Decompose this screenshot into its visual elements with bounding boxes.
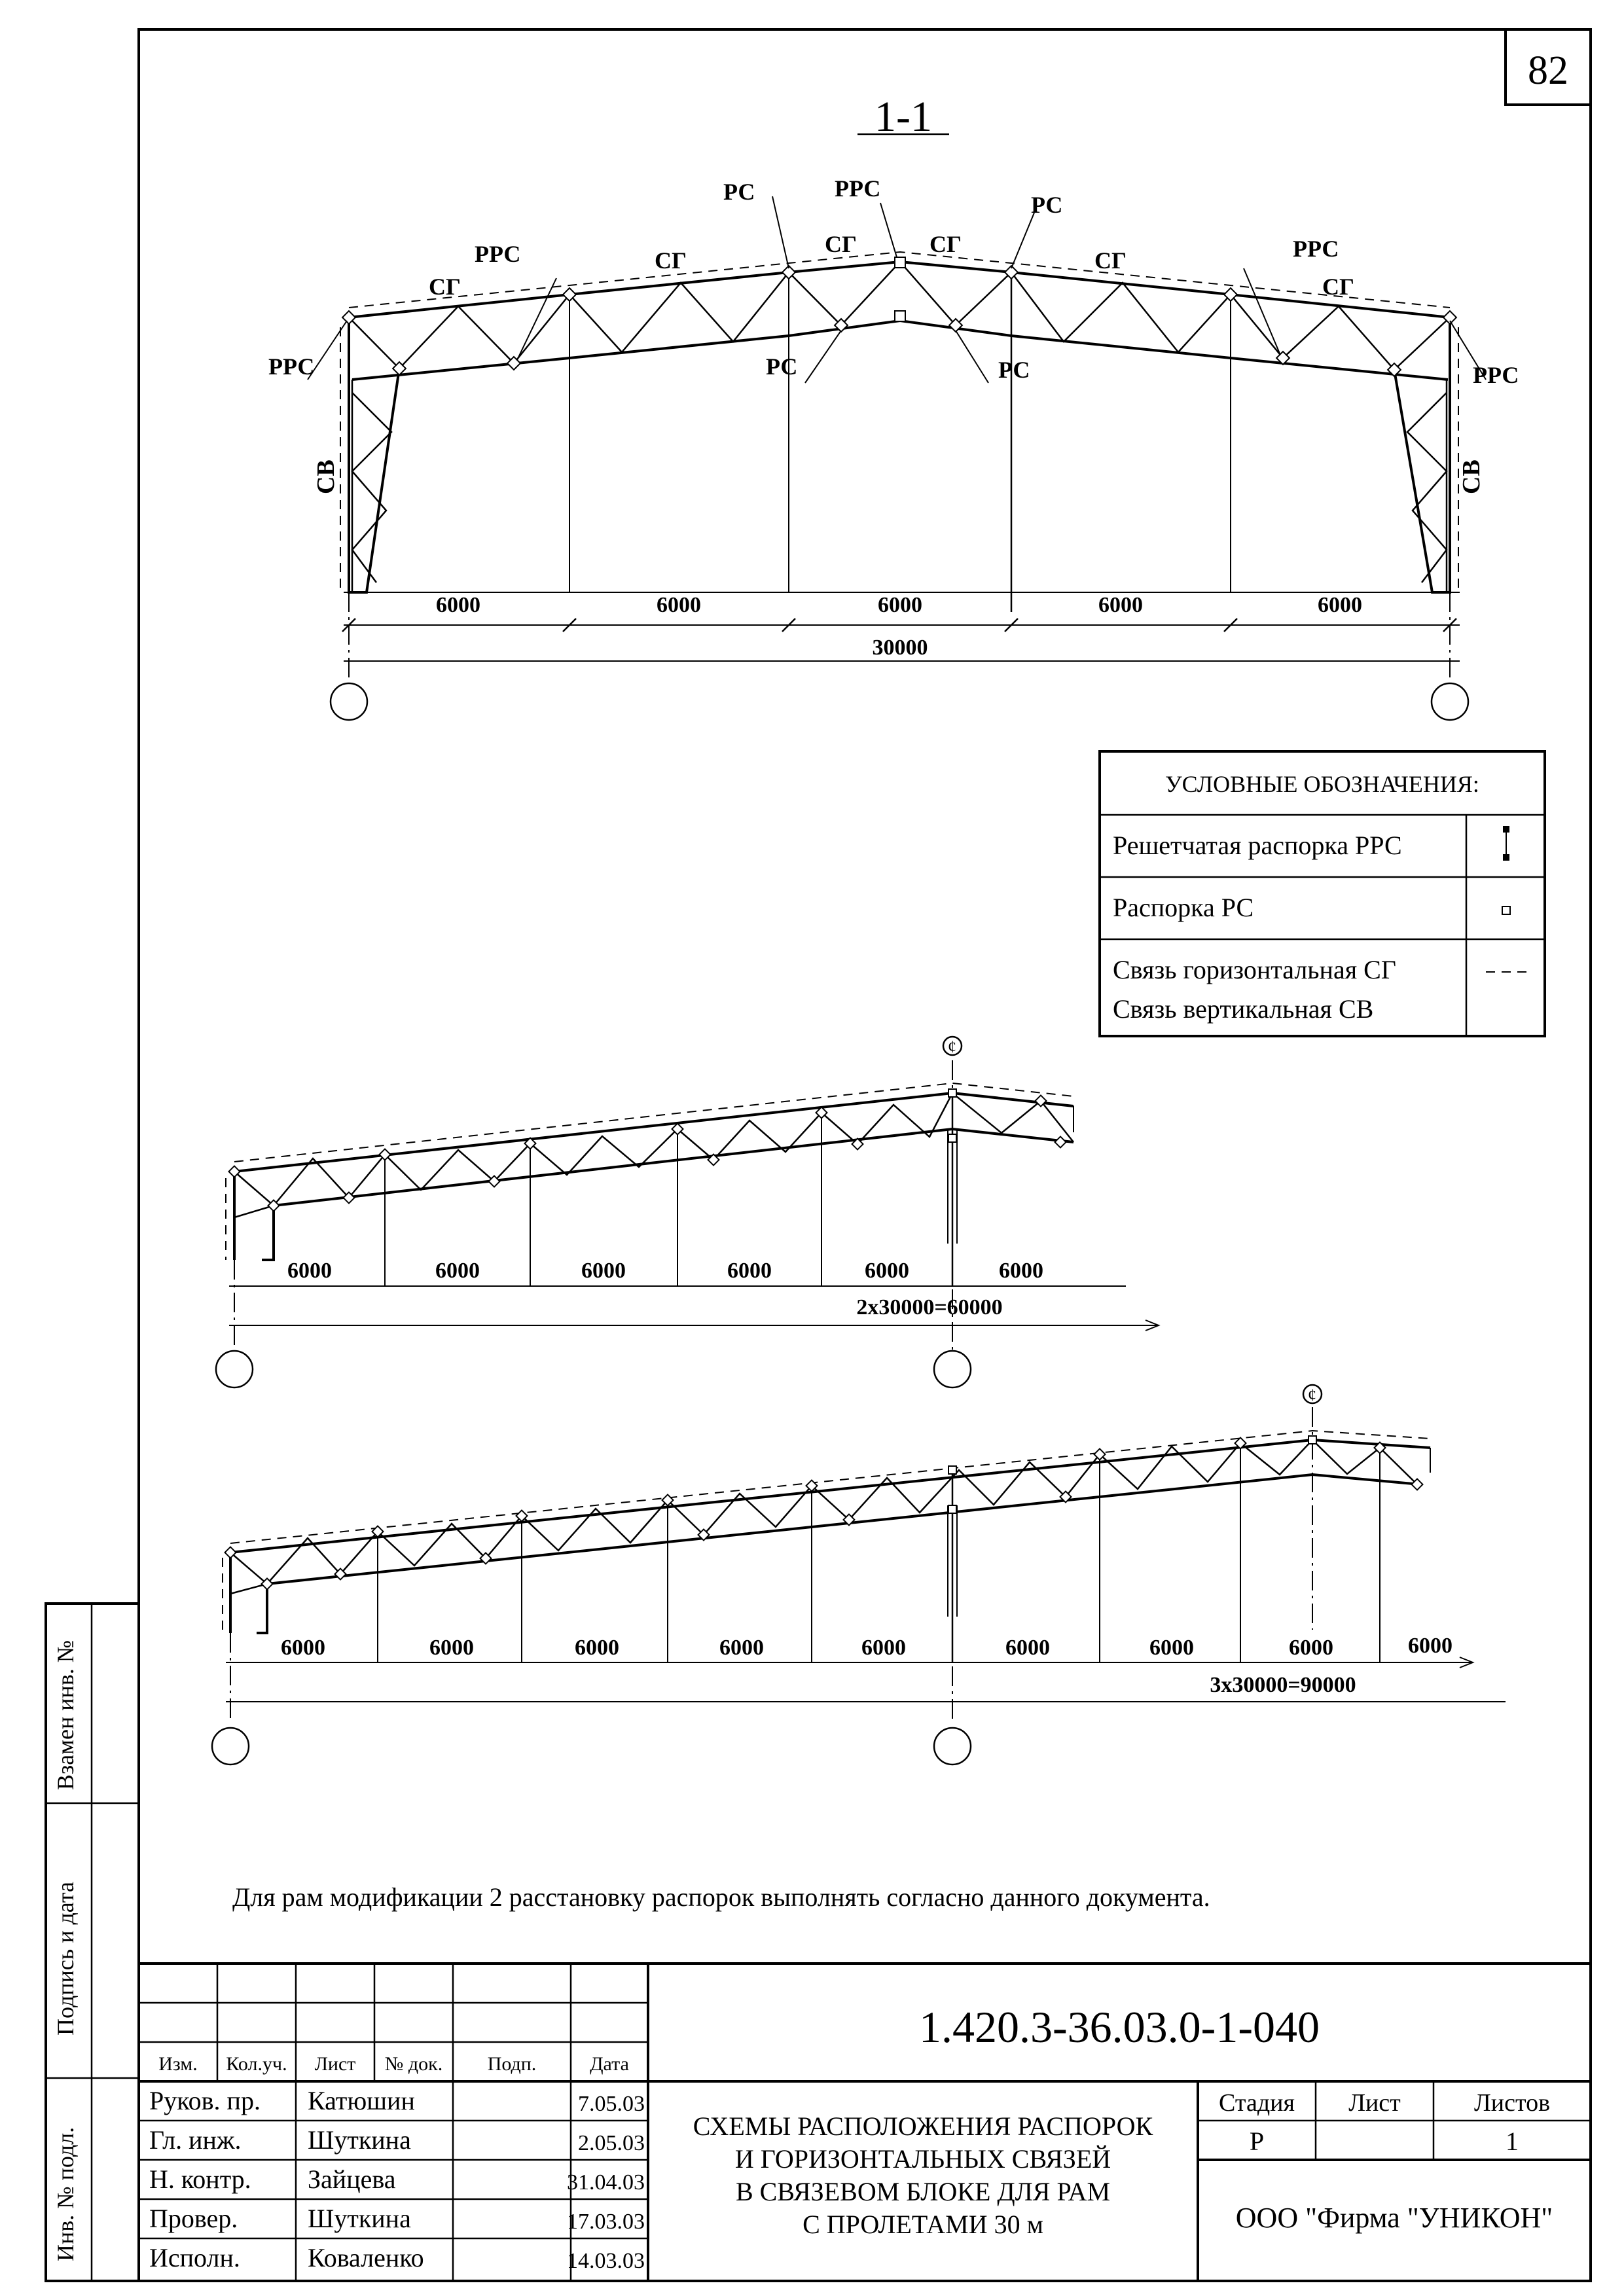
dim-two-span-total: 2х30000=60000 — [856, 1295, 1003, 1319]
label-leaders — [308, 196, 1486, 383]
two-span-nodes — [229, 1089, 1066, 1211]
label-sg-5: СГ — [1094, 247, 1127, 274]
label-sg-6: СГ — [1322, 274, 1354, 300]
company-name: ООО "Фирма "УНИКОН" — [1235, 2202, 1553, 2234]
legend-item-horizontal-brace: Связь горизонтальная СГ — [1113, 955, 1396, 984]
three-span-scheme — [212, 1385, 1506, 1765]
label-rrs-top: РРС — [835, 175, 881, 202]
two-span-scheme — [216, 1037, 1159, 1388]
row-2-role: Гл. инж. — [149, 2125, 242, 2155]
dim-two-span-2: 6000 — [435, 1259, 480, 1283]
row-2-date: 2.05.03 — [578, 2131, 645, 2155]
row-5-role: Исполн. — [149, 2243, 240, 2272]
label-rs-4: РС — [998, 357, 1030, 383]
label-rs-2: РС — [1031, 192, 1063, 218]
axis-marker-left — [331, 683, 367, 720]
label-rrs-side-left: РРС — [268, 353, 315, 380]
label-sg-2: СГ — [655, 247, 687, 274]
row-4-name: Шуткина — [308, 2204, 411, 2233]
strut-icon — [1502, 906, 1510, 914]
row-1-role: Руков. пр. — [149, 2086, 261, 2115]
title-line-1: СХЕМЫ РАСПОЛОЖЕНИЯ РАСПОРОК — [693, 2111, 1153, 2141]
dim-two-span-4: 6000 — [727, 1259, 772, 1283]
document-code: 1.420.3-36.03.0-1-040 — [919, 2002, 1320, 2052]
dim-three-span-9: 6000 — [1408, 1634, 1453, 1658]
dim-three-span-6: 6000 — [1005, 1636, 1050, 1660]
side-inv-label: Инв. № подл. — [52, 2126, 79, 2261]
header-sign: Подп. — [487, 2053, 537, 2075]
label-sv-left: СВ — [312, 459, 340, 494]
dim-main-5: 6000 — [1318, 593, 1362, 617]
dim-two-span-1: 6000 — [287, 1259, 332, 1283]
legend-item-vertical-brace: Связь вертикальная СВ — [1113, 994, 1374, 1024]
title-line-2: И ГОРИЗОНТАЛЬНЫХ СВЯЗЕЙ — [734, 2144, 1111, 2174]
legend — [1100, 751, 1545, 1036]
stage-header: Стадия — [1219, 2089, 1295, 2117]
dim-three-span-2: 6000 — [429, 1636, 474, 1660]
label-sg-1: СГ — [429, 274, 461, 300]
header-list: Лист — [314, 2053, 356, 2075]
dim-three-span-total: 3х30000=90000 — [1210, 1673, 1356, 1697]
row-1-date: 7.05.03 — [578, 2092, 645, 2116]
dim-three-span-8: 6000 — [1289, 1636, 1333, 1660]
side-stamp — [46, 1604, 139, 2281]
label-rrs-left: РРС — [475, 241, 521, 267]
label-rs-3: РС — [766, 353, 798, 380]
sheet-header: Лист — [1348, 2089, 1401, 2117]
title-line-3: В СВЯЗЕВОМ БЛОКЕ ДЛЯ РАМ — [735, 2177, 1111, 2206]
axis-symbol-two-span: ¢ — [948, 1037, 956, 1056]
sheets-header: Листов — [1473, 2089, 1551, 2117]
legend-item-strut: Распорка РС — [1113, 893, 1254, 922]
title-line-4: С ПРОЛЕТАМИ 30 м — [803, 2210, 1043, 2239]
dim-two-span-5: 6000 — [865, 1259, 909, 1283]
drawing-frame — [139, 29, 1591, 2281]
stage-value: Р — [1249, 2126, 1265, 2156]
row-3-name: Зайцева — [308, 2164, 396, 2194]
row-2-name: Шуткина — [308, 2125, 411, 2155]
row-4-role: Провер. — [149, 2204, 238, 2233]
dim-main-1: 6000 — [436, 593, 480, 617]
label-sg-4: СГ — [929, 231, 962, 257]
label-rrs-side-right: РРС — [1473, 362, 1519, 388]
header-izm: Изм. — [158, 2053, 198, 2075]
main-frame-scheme — [268, 175, 1519, 720]
row-4-date: 17.03.03 — [567, 2210, 645, 2234]
dim-three-span-5: 6000 — [861, 1636, 906, 1660]
label-rrs-right: РРС — [1293, 236, 1339, 262]
row-1-name: Катюшин — [308, 2086, 415, 2115]
dim-three-span-1: 6000 — [281, 1636, 325, 1660]
row-5-name: Коваленко — [308, 2243, 424, 2272]
header-kol-uch: Кол.уч. — [226, 2053, 287, 2075]
dim-main-3: 6000 — [878, 593, 922, 617]
side-replace-label: Взамен инв. № — [52, 1640, 79, 1790]
sheets-value: 1 — [1506, 2126, 1519, 2156]
note-text: Для рам модификации 2 расстановку распорок выполнять согласно данного документа. — [232, 1882, 1210, 1912]
dim-three-span-7: 6000 — [1149, 1636, 1194, 1660]
axis-symbol-three-span: ¢ — [1308, 1386, 1316, 1405]
title-block — [139, 1964, 1591, 2281]
dim-main-4: 6000 — [1098, 593, 1143, 617]
section-title: 1-1 — [875, 93, 932, 141]
dim-main-2: 6000 — [657, 593, 701, 617]
three-span-nodes — [225, 1436, 1423, 1589]
label-sv-right: СВ — [1458, 459, 1485, 494]
label-sg-3: СГ — [825, 231, 857, 257]
dim-three-span-4: 6000 — [719, 1636, 764, 1660]
header-doc-no: № док. — [384, 2053, 443, 2075]
header-date: Дата — [590, 2053, 629, 2075]
side-sign-date-label: Подпись и дата — [52, 1882, 79, 2036]
sheet-number: 82 — [1528, 48, 1568, 93]
row-3-role: Н. контр. — [149, 2164, 251, 2194]
legend-title: УСЛОВНЫЕ ОБОЗНАЧЕНИЯ: — [1165, 771, 1479, 797]
row-5-date: 14.03.03 — [567, 2249, 645, 2273]
dim-two-span-6: 6000 — [999, 1259, 1043, 1283]
axis-marker-right — [1432, 683, 1468, 720]
dim-main-total: 30000 — [872, 636, 928, 660]
row-3-date: 31.04.03 — [567, 2170, 645, 2195]
label-rs-1: РС — [723, 179, 755, 205]
dim-three-span-3: 6000 — [575, 1636, 619, 1660]
dim-two-span-3: 6000 — [581, 1259, 626, 1283]
legend-item-lattice-strut: Решетчатая распорка РРС — [1113, 831, 1402, 860]
lattice-strut-icon — [1503, 826, 1509, 861]
